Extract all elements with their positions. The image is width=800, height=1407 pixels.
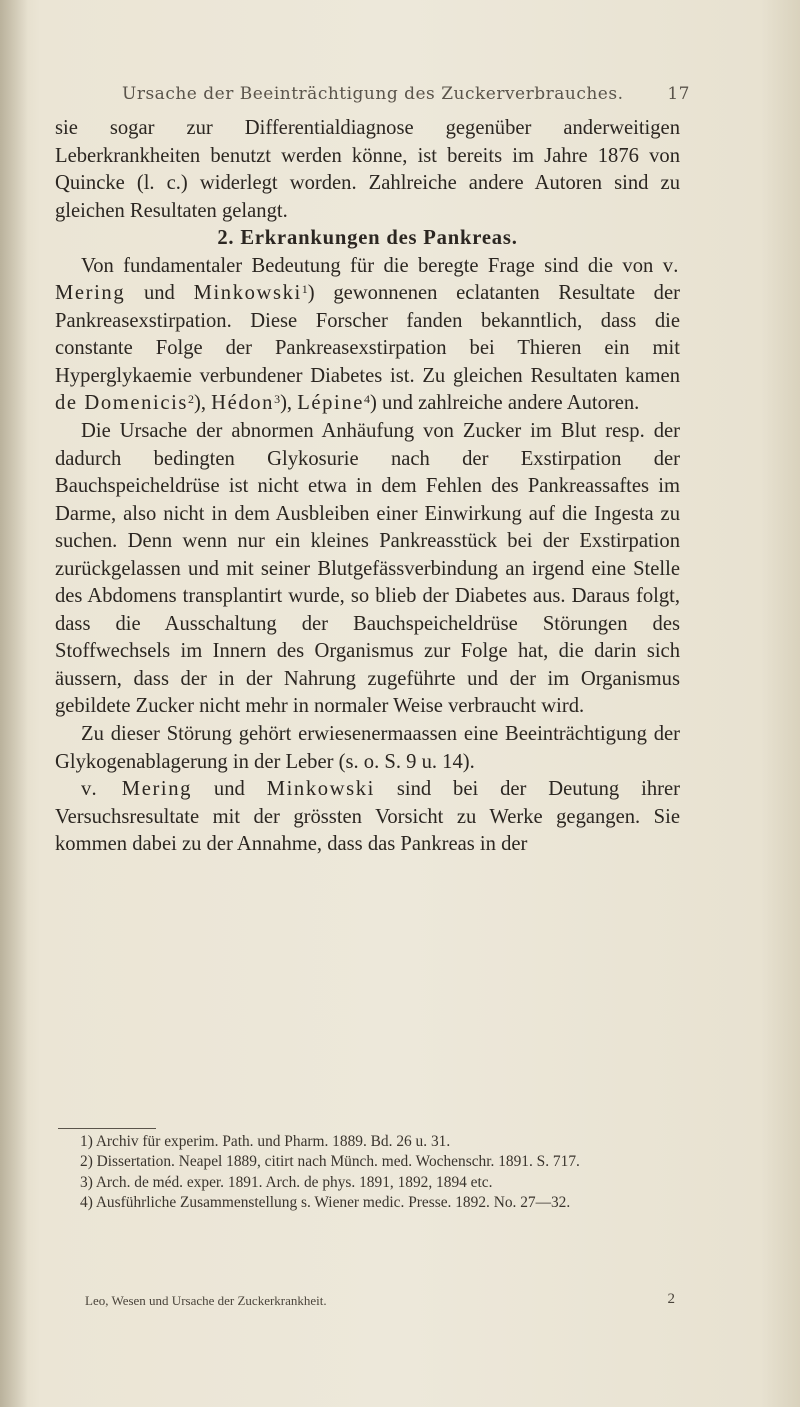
paragraph: Von fundamentaler Bedeutung für die beregte Frage sind die von v. Mering und Minkowski$^1$) gewonnenen eclatanten Resultate der Pankreasexstirpation. Diese Forscher fanden bekanntlich, dass die constante Folge der Pankreasexstirpation bei Thieren ein mit Hyperglykaemie verbundener Diabetes ist. Zu gleichen Resultaten kamen de Domenicis$^2$), Hédon$^3$), Lépine$^4$) und zahlreiche andere Autoren.	[55, 254, 680, 415]
footnote-divider	[58, 1128, 156, 1129]
footnote-ref: 1	[301, 282, 308, 297]
paragraph: Die Ursache der abnormen Anhäufung von Zucker im Blut resp. der dadurch bedingten Glykosurie nach der Exstirpation der Bauchspeicheldrüse ist nicht etwa in dem Fehlen des Pankreassaftes im Darme, also nicht in dem Ausbleiben einer Einwirkung auf die Ingesta zu suchen. Denn wenn nur ein kleines Pankreasstück bei der Exstirpation zurückgelassen und mit seiner Blutgefässverbindung an irgend eine Stelle des Abdomens transplantirt wurde, so blieb der Diabetes aus. Daraus folgt, dass die Ausschaltung der Bauchspeicheldrüse Störungen des Stoffwechsels im Innern des Organismus zur Folge hat, die darin sich äussern, dass der in der Nahrung zugeführte und der im Organismus gebildete Zucker nicht mehr in normaler Weise verbraucht wird.	[55, 420, 680, 718]
footnote-ref: 2	[188, 392, 195, 407]
footnotes	[62, 1132, 682, 1214]
footnote: 2) Dissertation. Neapel 1889, citirt nach Münch. med. Wochenschr. 1891. S. 717.	[80, 1153, 580, 1171]
author-name: v. Mering	[55, 254, 680, 305]
author-name: de Domenicis	[55, 392, 189, 415]
footnote-ref: 4	[364, 392, 371, 407]
text-run: und zahlreiche andere Autoren.	[382, 392, 640, 415]
text-run: Von fundamentaler Bedeutung für die beregte Frage sind die von	[81, 254, 654, 277]
paragraph: sie sogar zur Differentialdiagnose gegenüber anderweitigen Leberkrankheiten benutzt werden könne, ist bereits im Jahre 1876 von Quincke (l. c.) widerlegt worden. Zahlreiche andere Autoren sind zu gleichen Resultaten gelangt.	[55, 117, 680, 222]
paragraph	[55, 776, 680, 859]
text-run: gewonnenen eclatanten Resultate der Pankreasexstirpation. Diese Forscher fanden bekanntlich, dass die constante Folge der Pankreasexstirpation bei Thieren ein mit Hyperglykaemie verbundener Diabetes ist. Zu gleichen Resultaten kamen	[55, 282, 680, 387]
running-title: Ursache der Beeinträchtigung des Zuckerverbrauches.	[122, 84, 624, 104]
author-name: Minkowski	[266, 778, 375, 801]
paragraph: Zu dieser Störung gehört erwiesenermaassen eine Beeinträchtigung der Glykogenablagerung in der Leber (s. o. S. 9 u. 14).	[55, 723, 680, 773]
footnote-ref: 3	[274, 392, 281, 407]
text-run: sind bei der Deutung ihrer Versuchsresultate mit der grössten Vorsicht zu Werke gegangen. Sie kommen dabei zu der Annahme, dass das Pankreas in der	[55, 778, 680, 856]
author-name: Minkowski	[193, 282, 302, 305]
main-text	[55, 115, 680, 859]
footnote: 3) Arch. de méd. exper. 1891. Arch. de phys. 1891, 1892, 1894 etc.	[80, 1173, 493, 1191]
signature-text: Leo, Wesen und Ursache der Zuckerkrankheit.	[85, 1293, 327, 1308]
text-run: und	[143, 282, 175, 305]
author-name: Hédon	[211, 392, 275, 415]
sheet-number: 2	[667, 1291, 675, 1307]
author-name: v. Mering	[81, 778, 193, 801]
text-run: und	[213, 778, 245, 801]
footnote: 1) Archiv für experim. Path. und Pharm. 1889. Bd. 26 u. 31.	[80, 1133, 451, 1150]
page-number: 17	[667, 84, 690, 104]
footnote: 4) Ausführliche Zusammenstellung s. Wiener medic. Presse. 1892. No. 27—32.	[80, 1194, 571, 1212]
section-heading: 2. Erkrankungen des Pankreas.	[217, 227, 518, 250]
binding-shadow	[0, 0, 28, 1407]
author-name: Lépine	[297, 392, 365, 415]
